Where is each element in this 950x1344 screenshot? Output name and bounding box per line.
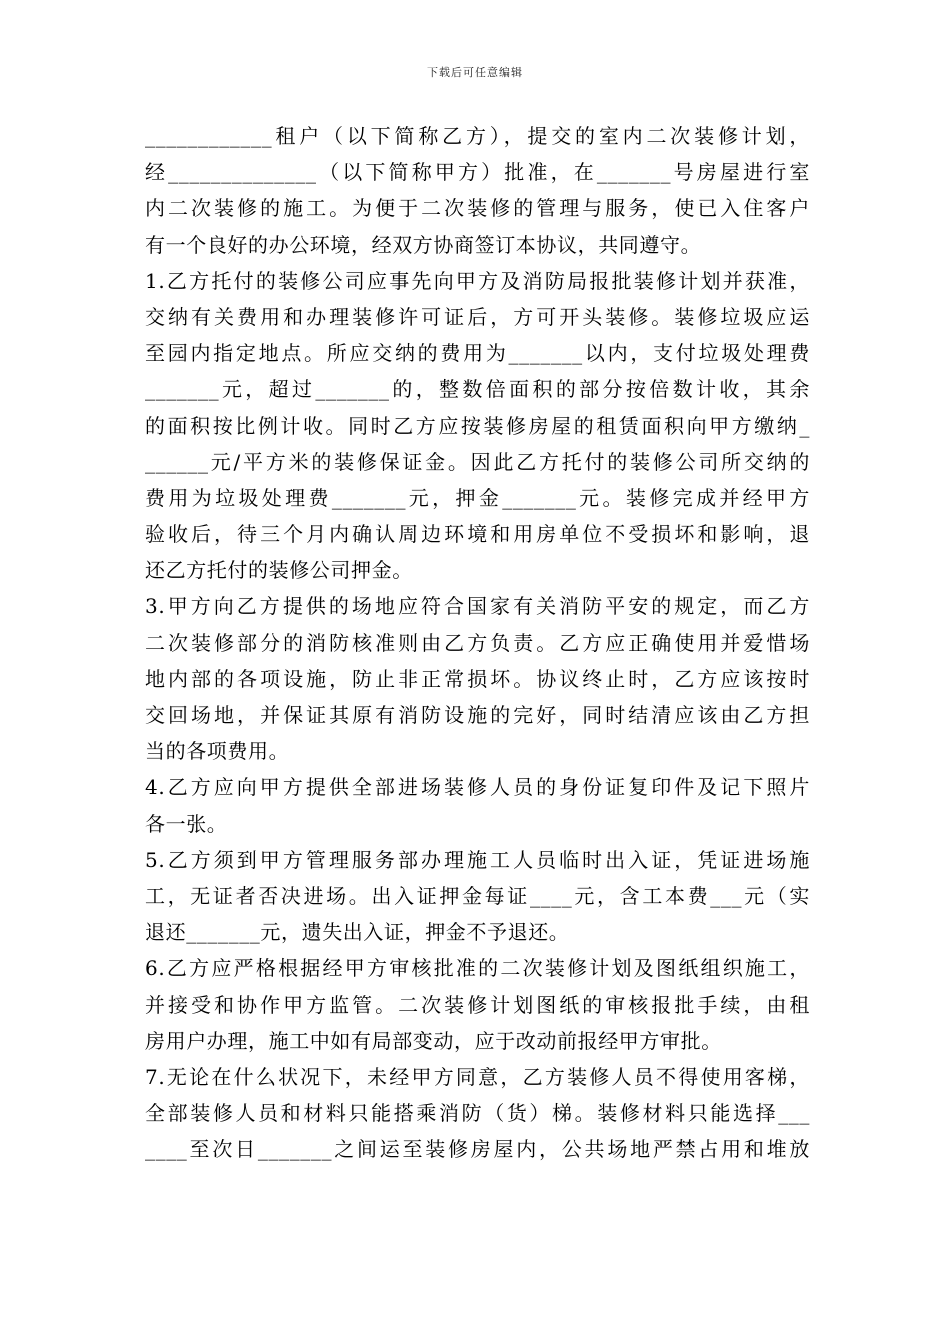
text-line: 5.乙方须到甲方管理服务部办理施工人员临时出入证，凭证进场施 [145, 847, 810, 872]
text-line: 7.无论在什么状况下，未经甲方同意，乙方装修人员不得使用客梯， [145, 1064, 810, 1089]
text-line: 的面积按比例计收。同时乙方应按装修房屋的租赁面积向甲方缴纳_ [145, 413, 810, 438]
text-line: 退还_______元，遗失出入证，押金不予退还。 [145, 920, 570, 945]
text-line: 6.乙方应严格根据经甲方审核批准的二次装修计划及图纸组织施工， [145, 956, 810, 981]
text-line: 3.甲方向乙方提供的场地应符合国家有关消防平安的规定，而乙方 [145, 594, 810, 619]
text-line: 各一张。 [145, 811, 228, 836]
text-line: 费用为垃圾处理费_______元，押金_______元。装修完成并经甲方 [145, 485, 810, 510]
text-line: 交回场地，并保证其原有消防设施的完好，同时结清应该由乙方担 [145, 703, 810, 727]
text-line: 并接受和协作甲方监管。二次装修计划图纸的审核报批手续，由租 [145, 992, 810, 1017]
text-line: 当的各项费用。 [145, 739, 290, 764]
text-line: 全部装修人员和材料只能搭乘消防（货）梯。装修材料只能选择___ [145, 1101, 810, 1126]
agreement-body [145, 118, 810, 1167]
page-header: 下载后可任意编辑 [427, 66, 523, 79]
text-line: _______元，超过_______的，整数倍面积的部分按倍数计收，其余 [145, 377, 810, 402]
text-line: 交纳有关费用和办理装修许可证后，方可开头装修。装修垃圾应运 [145, 304, 810, 329]
text-line: ______元/平方米的装修保证金。因此乙方托付的装修公司所交纳的 [145, 449, 810, 474]
text-line: 内二次装修的施工。为便于二次装修的管理与服务，使已入住客户 [145, 196, 810, 221]
text-line: 工，无证者否决进场。出入证押金每证____元，含工本费___元（实 [145, 883, 810, 908]
text-line: 验收后，待三个月内确认周边环境和用房单位不受损坏和影响，退 [145, 522, 810, 547]
text-line: 房用户办理，施工中如有局部变动，应于改动前报经甲方审批。 [145, 1028, 722, 1053]
text-line: ____________租户（以下简称乙方），提交的室内二次装修计划， [145, 124, 810, 148]
text-line: 经______________（以下简称甲方）批准，在_______号房屋进行室 [145, 160, 810, 185]
text-line: 至园内指定地点。所应交纳的费用为_______以内，支付垃圾处理费 [145, 341, 810, 366]
text-line: 4.乙方应向甲方提供全部进场装修人员的身份证复印件及记下照片 [145, 775, 810, 800]
text-line: 地内部的各项设施，防止非正常损坏。协议终止时，乙方应该按时 [145, 666, 810, 691]
text-line: ____至次日_______之间运至装修房屋内，公共场地严禁占用和堆放 [145, 1137, 810, 1162]
text-line: 二次装修部分的消防核准则由乙方负责。乙方应正确使用并爱惜场 [145, 630, 810, 655]
text-line: 还乙方托付的装修公司押金。 [145, 558, 413, 583]
text-line: 有一个良好的办公环境，经双方协商签订本协议，共同遵守。 [145, 232, 702, 257]
text-line: 1.乙方托付的装修公司应事先向甲方及消防局报批装修计划并获准， [145, 268, 810, 293]
